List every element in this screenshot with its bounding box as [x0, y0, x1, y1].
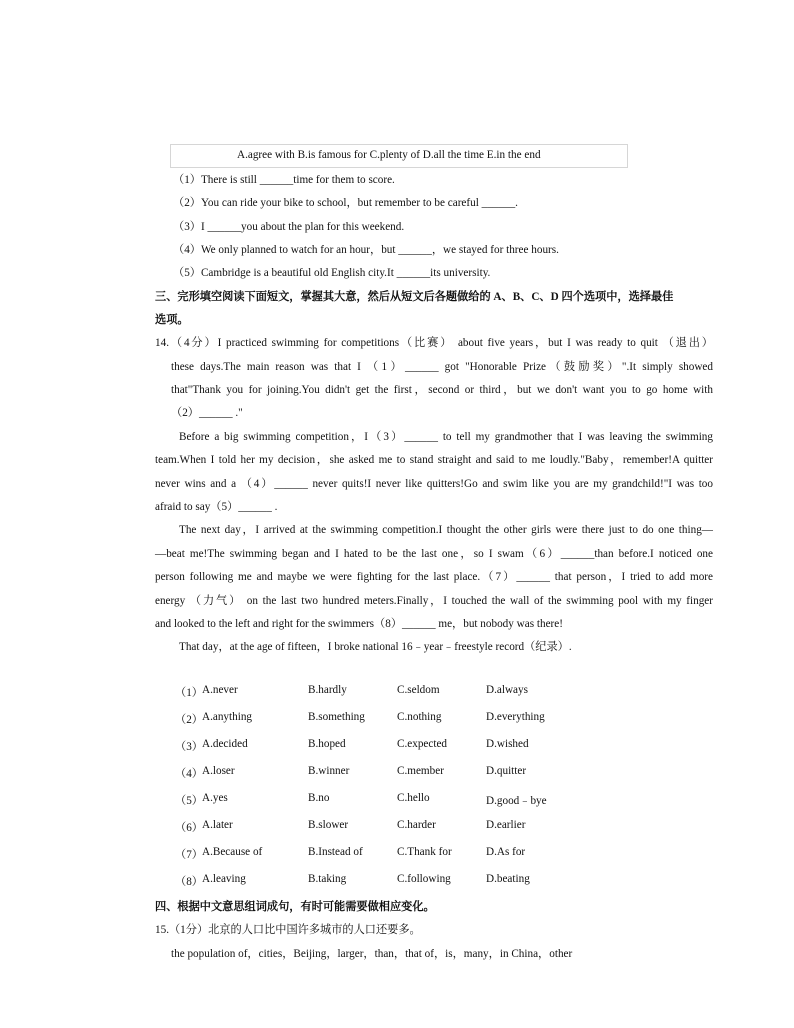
passage-line-5: Before a big swimming competition，I（3）______ to tell my grandmother that I was leaving the swimming [179, 431, 713, 443]
option-d: D.earlier [486, 819, 526, 831]
option-c: C.expected [397, 738, 448, 750]
option-a: A.later [202, 819, 233, 831]
passage-line-9: The next day，I arrived at the swimming competition.I thought the other girls were there just to do one thing— [179, 524, 713, 536]
option-num: （7） [175, 849, 203, 861]
option-d: D.always [486, 684, 528, 696]
option-d: D.quitter [486, 765, 527, 777]
option-d: D.good﹣bye [486, 795, 547, 807]
fill-item-5: （5）Cambridge is a beautiful old English city.It ______its university. [173, 267, 491, 279]
option-c: C.member [397, 765, 444, 777]
fill-item-4: （4）We only planned to watch for an hour，but ______，we stayed for three hours. [173, 244, 559, 256]
option-a: A.decided [202, 738, 248, 750]
option-c: C.Thank for [397, 846, 452, 858]
passage-line-8: afraid to say（5）______ . [155, 501, 278, 513]
option-b: B.taking [308, 873, 347, 885]
passage-line-1: 14.（4分）I practiced swimming for competitions（比赛） about five years，but I was ready to quit （退出） [155, 337, 713, 349]
passage-line-7: never wins and a （4）______ never quits!I never like quitters!Go and swim like you are my grandchild!"I was too [155, 478, 713, 490]
option-d: D.As for [486, 846, 526, 858]
option-b: B.hoped [308, 738, 346, 750]
option-num: （1） [175, 687, 203, 699]
option-b: B.no [308, 792, 330, 804]
q15-prompt: 15.（1分）北京的人口比中国许多城市的人口还要多。 [155, 924, 421, 936]
option-num: （5） [175, 795, 203, 807]
option-c: C.harder [397, 819, 436, 831]
option-a: A.loser [202, 765, 235, 777]
section3-heading: 三、完形填空阅读下面短文，掌握其大意，然后从短文后各题做给的 A、B、C、D 四个选项中，选择最佳 [155, 291, 674, 303]
passage-line-3: that"Thank you for joining.You didn't get the first，second or third，but we don't want you to go home with [171, 384, 713, 396]
option-a: A.never [202, 684, 238, 696]
passage-line-13: and looked to the left and right for the swimmers（8）______ me，but nobody was there! [155, 618, 563, 630]
option-c: C.hello [397, 792, 430, 804]
option-d: D.everything [486, 711, 545, 723]
option-num: （3） [175, 741, 203, 753]
fill-item-2: （2）You can ride your bike to school，but remember to be careful ______. [173, 197, 518, 209]
option-num: （4） [175, 768, 203, 780]
passage-line-14: That day，at the age of fifteen，I broke national 16﹣year﹣freestyle record（纪录）. [179, 641, 572, 653]
fill-item-3: （3）I ______you about the plan for this weekend. [173, 221, 405, 233]
option-b: B.winner [308, 765, 350, 777]
option-b: B.something [308, 711, 365, 723]
option-b: B.slower [308, 819, 349, 831]
option-a: A.anything [202, 711, 253, 723]
option-num: （8） [175, 876, 203, 888]
option-c: C.seldom [397, 684, 440, 696]
word-bank-box [170, 144, 628, 168]
option-c: C.following [397, 873, 451, 885]
q15-words: the population of，cities，Beijing，larger，than，that of，is，many，in China，other [171, 948, 573, 960]
passage-line-11: person following me and maybe we were fighting for the last place.（7）______ that person，I tried to add more [155, 571, 713, 583]
passage-line-12: energy （力气） on the last two hundred meters.Finally，I touched the wall of the swimming pool with my finger [155, 595, 713, 607]
passage-line-4: （2）______ ." [171, 407, 243, 419]
section3-heading-cont: 选项。 [155, 314, 189, 326]
option-b: B.Instead of [308, 846, 363, 858]
option-a: A.yes [202, 792, 228, 804]
option-num: （6） [175, 822, 203, 834]
section4-heading: 四、根据中文意思组词成句，有时可能需要做相应变化。 [155, 901, 435, 913]
option-c: C.nothing [397, 711, 442, 723]
passage-line-10: —beat me!The swimming began and I hated to be the last one，so I swam（6）______than before.I noticed one [155, 548, 713, 560]
word-bank-text: A.agree with B.is famous for C.plenty of D.all the time E.in the end [237, 149, 541, 161]
passage-line-2: these days.The main reason was that I （1）______ got "Honorable Prize（鼓励奖）".It simply showed [171, 361, 713, 373]
passage-line-6: team.When I told her my decision，she asked me to stand straight and said to me loudly."Baby，remember!A quitter [155, 454, 713, 466]
option-a: A.Because of [202, 846, 263, 858]
option-b: B.hardly [308, 684, 347, 696]
option-num: （2） [175, 714, 203, 726]
fill-item-1: （1）There is still ______time for them to score. [173, 174, 395, 186]
option-d: D.beating [486, 873, 530, 885]
option-d: D.wished [486, 738, 529, 750]
option-a: A.leaving [202, 873, 246, 885]
